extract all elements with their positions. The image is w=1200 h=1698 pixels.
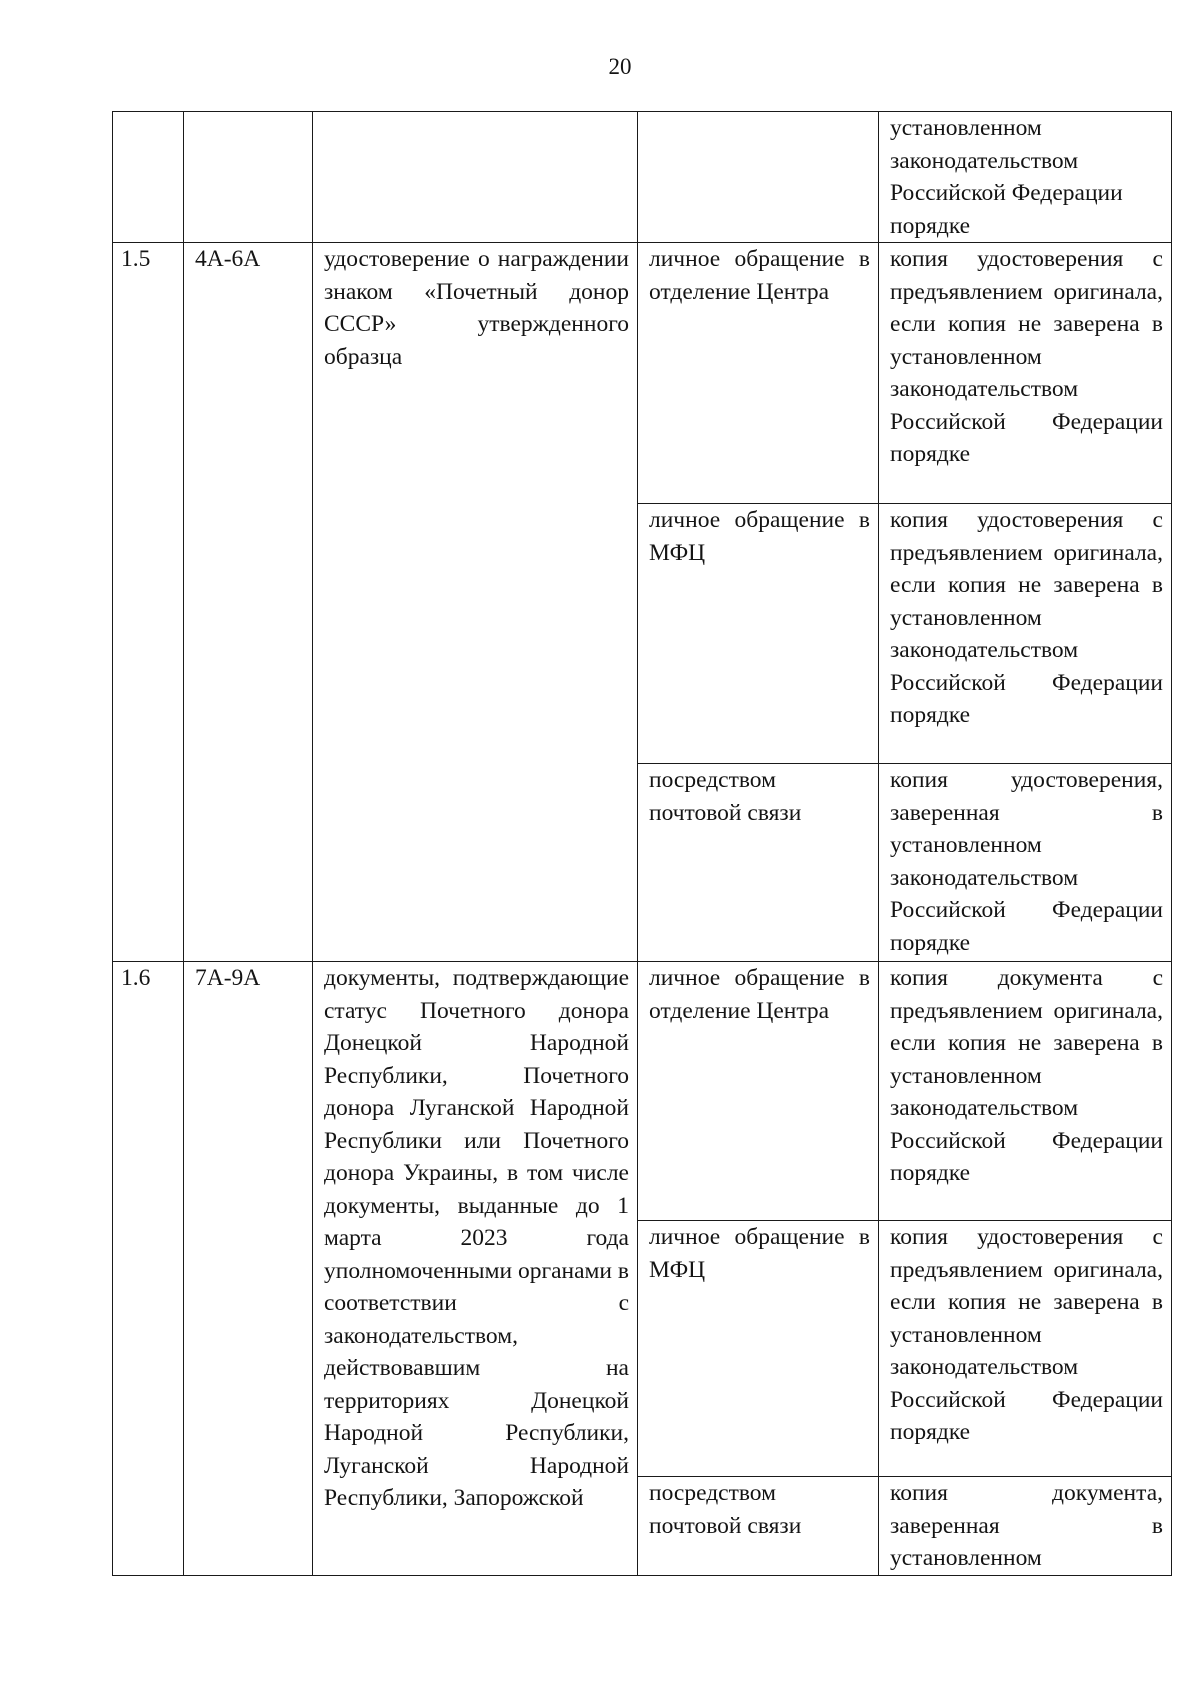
row-code: 7А-9А: [195, 965, 261, 991]
document-text: документы, подтверждающие статус Почетного донора Донецкой Народной Республики, Почетного донора Луганской Народной Республики или Почетного донора Украины, в том числе документы, выданные до 1 марта 2023 года уполномоченными органами в соответствии с законодательством, действовавшим на территориях Донецкой Народной Республики, Луганской Народной Республики, Запорожской: [324, 965, 629, 1511]
method-text: личное обращение в отделение Центра: [649, 246, 870, 305]
method-text: личное обращение в МФЦ: [649, 507, 870, 566]
row-number: 1.5: [121, 246, 151, 272]
result-text: копия документа, заверенная в установленном: [890, 1480, 1163, 1571]
result-cell: [879, 962, 1172, 1221]
method-cell: [638, 1221, 879, 1477]
row-code: 4А-6А: [195, 246, 261, 272]
result-text: копия удостоверения, заверенная в установленном законодательством Российской Федерации порядке: [890, 767, 1163, 956]
method-text: посредством почтовой связи: [649, 767, 802, 826]
method-cell: [638, 243, 879, 504]
result-cell: [879, 764, 1172, 962]
method-cell: [638, 112, 879, 243]
num-cell: [113, 962, 184, 1576]
document-cell: [313, 112, 638, 243]
method-text: личное обращение в отделение Центра: [649, 965, 870, 1024]
result-cell: [879, 1477, 1172, 1576]
method-cell: [638, 1477, 879, 1576]
result-cell: [879, 112, 1172, 243]
result-cell: [879, 504, 1172, 764]
table-row-1-6: [113, 962, 1172, 1221]
result-text: установленном законодательством Российской Федерации порядке: [890, 115, 1123, 239]
result-cell: [879, 1221, 1172, 1477]
method-cell: [638, 764, 879, 962]
method-text: личное обращение в МФЦ: [649, 1224, 870, 1283]
row-number: 1.6: [121, 965, 151, 991]
code-cell: [184, 112, 313, 243]
document-table: [112, 111, 1172, 1576]
result-text: копия удостоверения с предъявлением оригинала, если копия не заверена в установленном законодательством Российской Федерации порядке: [890, 507, 1163, 728]
table-row-1-5: [113, 243, 1172, 504]
code-cell: [184, 962, 313, 1576]
result-text: копия документа с предъявлением оригинала, если копия не заверена в установленном законодательством Российской Федерации порядке: [890, 965, 1163, 1186]
num-cell: [113, 243, 184, 962]
result-cell: [879, 243, 1172, 504]
method-text: посредством почтовой связи: [649, 1480, 802, 1539]
method-cell: [638, 962, 879, 1221]
document-cell: [313, 243, 638, 962]
code-cell: [184, 243, 313, 962]
result-text: копия удостоверения с предъявлением оригинала, если копия не заверена в установленном законодательством Российской Федерации порядке: [890, 1224, 1163, 1445]
method-cell: [638, 504, 879, 764]
result-text: копия удостоверения с предъявлением оригинала, если копия не заверена в установленном законодательством Российской Федерации порядке: [890, 246, 1163, 467]
table-row-continuation: [113, 112, 1172, 243]
num-cell: [113, 112, 184, 243]
document-text: удостоверение о награждении знаком «Почетный донор СССР» утвержденного образца: [324, 246, 629, 370]
page-number: 20: [608, 54, 632, 79]
document-cell: [313, 962, 638, 1576]
